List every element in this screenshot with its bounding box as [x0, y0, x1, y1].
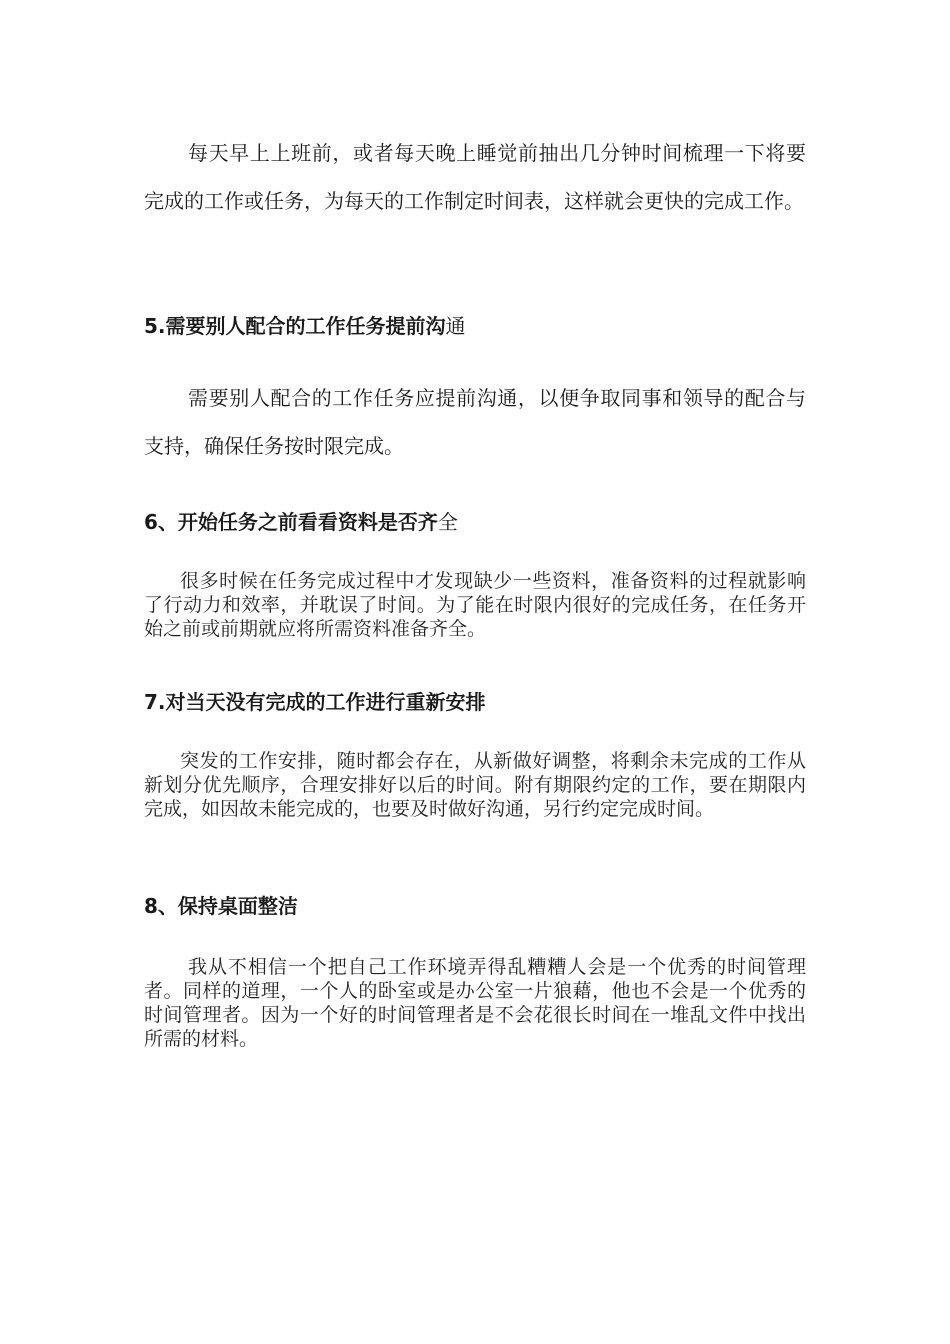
section-8-heading — [144, 892, 806, 920]
section-6-paragraph: 很多时候在任务完成过程中才发现缺少一些资料，准备资料的过程就影响了行动力和效率，并耽误了时间。为了能在时限内很好的完成任务，在任务开始之前或前期就应将所需资料准备齐全。 — [144, 570, 806, 640]
section-7-heading — [144, 688, 806, 716]
section-6-heading-tail: 全 — [437, 510, 458, 534]
section-8-heading-bold: 8、保持桌面整洁 — [144, 894, 298, 918]
section-6-heading-bold: 6、开始任务之前看看资料是否齐 — [144, 510, 438, 534]
section-5-heading — [144, 312, 806, 340]
intro-paragraph: 每天早上上班前，或者每天晚上睡觉前抽出几分钟时间梳理一下将要完成的工作或任务，为每天的工作制定时间表，这样就会更快的完成工作。 — [144, 141, 806, 213]
section-5-heading-bold: 5.需要别人配合的工作任务提前沟 — [144, 314, 446, 338]
section-5-paragraph: 需要别人配合的工作任务应提前沟通，以便争取同事和领导的配合与支持，确保任务按时限完成。 — [144, 386, 806, 458]
section-7-paragraph: 突发的工作安排，随时都会存在，从新做好调整，将剩余未完成的工作从新划分优先顺序，合理安排好以后的时间。附有期限约定的工作，要在期限内完成，如因故未能完成的，也要及时做好沟通，另行约定完成时间。 — [144, 750, 806, 820]
section-8-paragraph: 我从不相信一个把自己工作环境弄得乱糟糟人会是一个优秀的时间管理者。同样的道理，一个人的卧室或是办公室一片狼藉，他也不会是一个优秀的时间管理者。因为一个好的时间管理者是不会花很长时间在一堆乱文件中找出所需的材料。 — [144, 956, 806, 1050]
section-5-heading-tail: 通 — [445, 314, 466, 338]
section-6-heading — [144, 508, 806, 536]
section-7-heading-bold: 7.对当天没有完成的工作进行重新安排 — [144, 690, 486, 714]
